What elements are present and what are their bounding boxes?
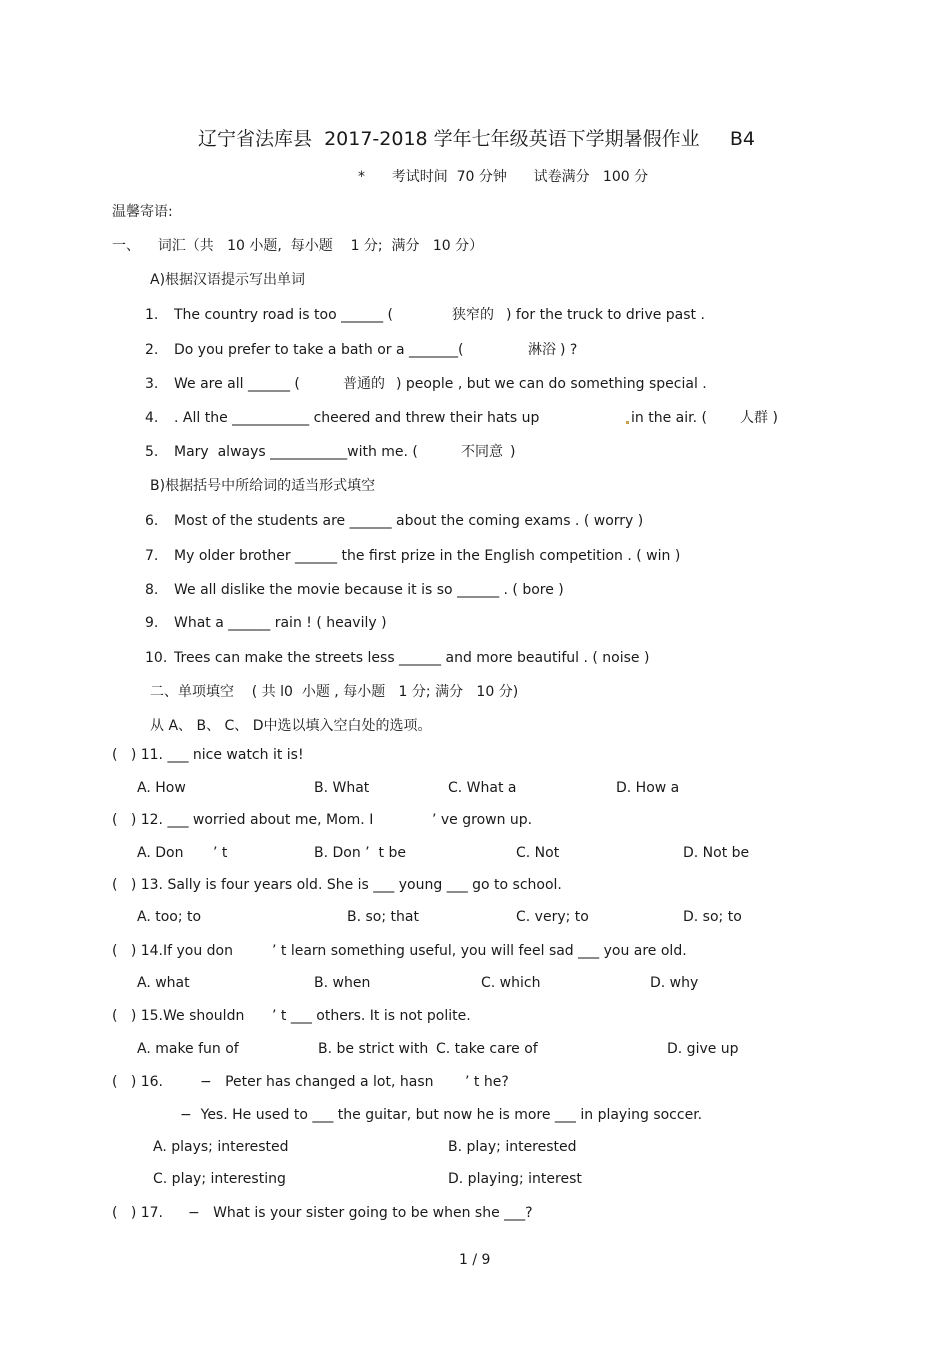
item-text: What a ______ rain ! ( heavily ) xyxy=(174,615,387,631)
item-number: 10. xyxy=(145,650,168,666)
question-stem-cont: ’ t learn something useful, you will feel sad ___ you are old. xyxy=(272,943,687,959)
item-text: Trees can make the streets less ______ and more beautiful . ( noise ) xyxy=(174,650,650,666)
question-dialog-line: − Yes. He used to ___ the guitar, but now he is more ___ in playing soccer. xyxy=(180,1107,703,1123)
item-text: We all dislike the movie because it is so ______ . ( bore ) xyxy=(174,582,564,598)
option: A. How xyxy=(137,780,186,796)
item-hint: 淋浴 xyxy=(528,342,556,358)
item-tail: ) ? xyxy=(560,342,578,358)
option: B. play; interested xyxy=(448,1139,577,1155)
item-hint: in the air. ( xyxy=(631,410,707,426)
question-stem: ( ) 14.If you don xyxy=(112,943,233,959)
option: C. which xyxy=(481,975,541,991)
section2-instruction: 从 A、 B、 C、 D中选以填入空白处的选项。 xyxy=(150,718,432,734)
section2-heading: 二、单项填空 ( 共 l0 小题 , 每小题 1 分; 满分 10 分) xyxy=(150,684,519,700)
option: D. Not be xyxy=(683,845,750,861)
part-b-heading: B)根据括号中所给词的适当形式填空 xyxy=(150,478,376,494)
item-number: 4. xyxy=(145,410,159,426)
item-tail: ) people , but we can do something special . xyxy=(396,376,707,392)
option: C. What a xyxy=(448,780,517,796)
option: A. plays; interested xyxy=(153,1139,289,1155)
option: D. give up xyxy=(667,1041,739,1057)
item-hint: 狭窄的 xyxy=(452,307,494,323)
option: D. so; to xyxy=(683,909,742,925)
option: D. playing; interest xyxy=(448,1171,582,1187)
item-text: The country road is too ______ ( xyxy=(174,307,394,323)
item-number: 8. xyxy=(145,582,159,598)
question-stem: ( ) 15.We shouldn xyxy=(112,1008,245,1024)
page-number: 1 / 9 xyxy=(459,1252,491,1268)
question-stem-cont: − What is your sister going to be when she ___? xyxy=(188,1205,533,1221)
item-text: My older brother ______ the first prize in the English competition . ( win ) xyxy=(174,548,681,564)
item-hint: 不同意 xyxy=(461,444,503,460)
item-number: 5. xyxy=(145,444,159,460)
item-number: 6. xyxy=(145,513,159,529)
exam-info: * 考试时间 70 分钟 试卷满分 100 分 xyxy=(358,169,649,185)
item-text: Do you prefer to take a bath or a _______( xyxy=(174,342,464,358)
option: C. play; interesting xyxy=(153,1171,286,1187)
option: B. be strict with xyxy=(318,1041,429,1057)
option: ’ t xyxy=(213,845,228,861)
question-stem: ( ) 12. ___ worried about me, Mom. I xyxy=(112,812,374,828)
question-stem-cont: − Peter has changed a lot, hasn xyxy=(200,1074,434,1090)
question-stem-cont: ’ t he? xyxy=(465,1074,509,1090)
option: A. what xyxy=(137,975,190,991)
item-hint: 普通的 xyxy=(343,376,385,392)
page-title: 辽宁省法库县 2017-2018 学年七年级英语下学期暑假作业 B4 xyxy=(198,128,756,150)
question-stem-cont: ’ t ___ others. It is not polite. xyxy=(272,1008,471,1024)
option: A. Don xyxy=(137,845,184,861)
option: C. take care of xyxy=(436,1041,538,1057)
item-text: We are all ______ ( xyxy=(174,376,300,392)
artifact-dot xyxy=(626,421,629,424)
item-tail: ) xyxy=(510,444,516,460)
question-stem: ( ) 17. xyxy=(112,1205,163,1221)
section1-heading: 一、 词汇（共 10 小题, 每小题 1 分; 满分 10 分） xyxy=(112,238,484,254)
item-number: 7. xyxy=(145,548,159,564)
item-text: Mary always ___________with me. ( xyxy=(174,444,418,460)
option: B. so; that xyxy=(347,909,419,925)
greeting: 温馨寄语: xyxy=(112,204,173,220)
item-text: . All the ___________ cheered and threw their hats up xyxy=(174,410,540,426)
option: B. when xyxy=(314,975,371,991)
item-number: 3. xyxy=(145,376,159,392)
part-a-heading: A)根据汉语提示写出单词 xyxy=(150,272,306,288)
item-number: 9. xyxy=(145,615,159,631)
question-stem: ( ) 13. Sally is four years old. She is ___ young ___ go to school. xyxy=(112,877,562,893)
option: B. What xyxy=(314,780,370,796)
item-tail: ) for the truck to drive past . xyxy=(506,307,705,323)
item-tail: 人群 ) xyxy=(740,410,778,426)
option: B. Don ’ t be xyxy=(314,845,406,861)
option: D. why xyxy=(650,975,699,991)
option: C. Not xyxy=(516,845,560,861)
option: D. How a xyxy=(616,780,680,796)
item-text: Most of the students are ______ about the coming exams . ( worry ) xyxy=(174,513,644,529)
option: C. very; to xyxy=(516,909,589,925)
item-number: 1. xyxy=(145,307,159,323)
item-number: 2. xyxy=(145,342,159,358)
option: A. make fun of xyxy=(137,1041,239,1057)
question-stem: ( ) 11. ___ nice watch it is! xyxy=(112,747,304,763)
question-stem: ( ) 16. xyxy=(112,1074,163,1090)
option: A. too; to xyxy=(137,909,202,925)
question-stem-cont: ’ ve grown up. xyxy=(432,812,533,828)
